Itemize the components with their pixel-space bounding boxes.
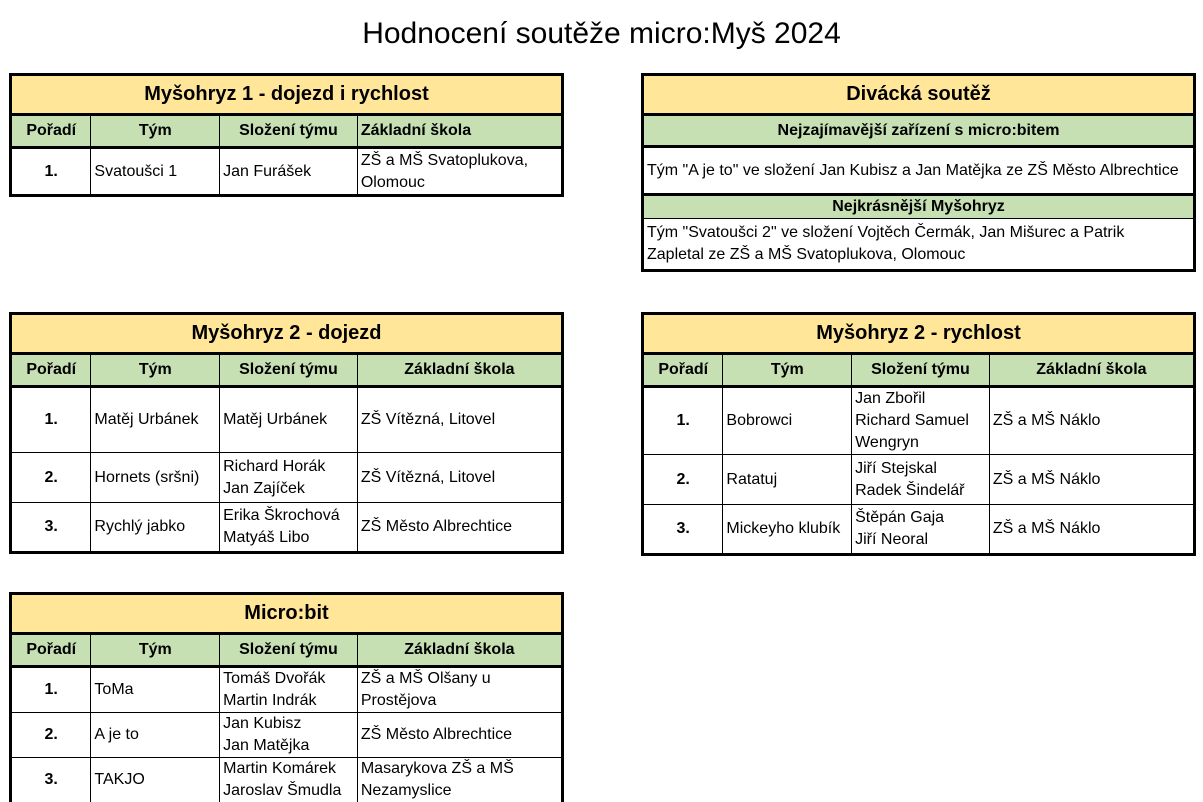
school-line: ZŠ a MŠ Náklo [992, 412, 1101, 429]
rank-cell: 1. [643, 387, 723, 455]
award-category-title: Nejzajímavější zařízení s micro:bitem [643, 115, 1195, 147]
school-line: ZŠ a MŠ Náklo [992, 520, 1101, 537]
members-cell [220, 387, 358, 453]
results-table-mysohryz-2-dojezd [9, 312, 564, 554]
table-row [11, 387, 563, 453]
school-line: ZŠ Vítězná, Litovel [360, 411, 496, 428]
col-rank: Pořadí [11, 634, 91, 667]
col-rank: Pořadí [643, 354, 723, 387]
results-table-mysohryz-2-rychlost [641, 312, 1196, 556]
page-title: Hodnocení soutěže micro:Myš 2024 [362, 17, 841, 50]
team-cell: TAKJO [91, 758, 220, 802]
school-cell [357, 503, 562, 553]
school-line: ZŠ a MŠ Olšany u [360, 670, 491, 687]
member-name: Jan Kubisz [223, 715, 302, 732]
rank-cell: 3. [11, 758, 91, 802]
table-title: Micro:bit [11, 594, 563, 634]
table-title: Divácká soutěž [643, 75, 1195, 115]
rank-cell: 1. [11, 387, 91, 453]
col-team: Tým [723, 354, 852, 387]
award-text-line: Zapletal ze ZŠ a MŠ Svatoplukova, Olomouc [647, 246, 966, 263]
school-cell [357, 667, 562, 713]
col-members: Složení týmu [220, 354, 358, 387]
results-table-microbit [9, 592, 564, 802]
school-cell [989, 387, 1194, 455]
award-text-line: Tým "Svatoušci 2" ve složení Vojtěch Čermák, Jan Mišurec a Patrik [647, 224, 1125, 241]
team-cell: Hornets (sršni) [91, 453, 220, 503]
team-cell: Svatoušci 1 [91, 148, 220, 196]
school-line: ZŠ a MŠ Svatoplukova, [360, 151, 529, 169]
table-row [11, 667, 563, 713]
award-category-title: Nejkrásnější Myšohryz [643, 195, 1195, 219]
team-cell: A je to [91, 713, 220, 758]
col-team: Tým [91, 354, 220, 387]
col-school: Základní škola [357, 634, 562, 667]
members-cell [220, 713, 358, 758]
member-name: Richard Horák [223, 457, 326, 475]
school-cell [989, 455, 1194, 505]
members-cell [852, 455, 990, 505]
member-name: Radek Šindelář [855, 481, 965, 499]
col-members: Složení týmu [220, 115, 358, 148]
col-members: Složení týmu [852, 354, 990, 387]
col-team: Tým [91, 634, 220, 667]
table-row [11, 148, 563, 196]
member-name: Tomáš Dvořák [223, 670, 326, 687]
rank-cell: 3. [11, 503, 91, 553]
members-cell [220, 148, 358, 196]
member-name: Jan Zajíček [223, 479, 305, 497]
members-cell [220, 453, 358, 503]
col-rank: Pořadí [11, 115, 91, 148]
rank-cell: 1. [11, 667, 91, 713]
member-name: Matěj Urbánek [223, 411, 328, 428]
team-cell: Bobrowci [723, 387, 852, 455]
school-cell [357, 453, 562, 503]
members-cell [852, 505, 990, 555]
col-school: Základní škola [357, 354, 562, 387]
audience-award-table [641, 73, 1196, 272]
member-name: Martin Komárek [223, 760, 337, 777]
table-row [11, 758, 563, 802]
school-line: Masarykova ZŠ a MŠ [360, 760, 514, 777]
member-name: Wengryn [855, 434, 919, 451]
member-name: Štěpán Gaja [855, 509, 945, 526]
school-cell [357, 148, 562, 196]
team-cell: Ratatuj [723, 455, 852, 505]
table-title: Myšohryz 2 - dojezd [11, 314, 563, 354]
member-name: Jan Matějka [223, 737, 310, 754]
col-rank: Pořadí [11, 354, 91, 387]
school-cell [989, 505, 1194, 555]
school-line: Prostějova [360, 692, 437, 709]
rank-cell: 3. [643, 505, 723, 555]
school-line: ZŠ Vítězná, Litovel [360, 468, 496, 486]
school-line: ZŠ Město Albrechtice [360, 726, 513, 743]
award-text [643, 219, 1195, 271]
table-row [11, 503, 563, 553]
member-name: Jan Furášek [223, 162, 312, 180]
school-line: ZŠ a MŠ Náklo [992, 470, 1101, 488]
member-name: Matyáš Libo [223, 529, 310, 546]
team-cell: ToMa [91, 667, 220, 713]
team-cell: Mickeyho klubík [723, 505, 852, 555]
rank-cell: 2. [643, 455, 723, 505]
member-name: Jan Zbořil [855, 390, 926, 407]
rank-cell: 2. [11, 713, 91, 758]
member-name: Erika Škrochová [223, 507, 340, 524]
rank-cell: 2. [11, 453, 91, 503]
members-cell [220, 503, 358, 553]
school-line: Olomouc [360, 173, 425, 191]
col-team: Tým [91, 115, 220, 148]
table-row [643, 455, 1195, 505]
school-cell [357, 758, 562, 802]
member-name: Richard Samuel [855, 412, 969, 429]
school-line: ZŠ Město Albrechtice [360, 518, 513, 535]
table-title: Myšohryz 2 - rychlost [643, 314, 1195, 354]
rank-cell: 1. [11, 148, 91, 196]
members-cell [852, 387, 990, 455]
col-members: Složení týmu [220, 634, 358, 667]
results-table-mysohryz-1 [9, 73, 564, 197]
team-cell: Matěj Urbánek [91, 387, 220, 453]
member-name: Jiří Neoral [855, 531, 929, 548]
table-row [643, 387, 1195, 455]
school-cell [357, 387, 562, 453]
table-title: Myšohryz 1 - dojezd i rychlost [11, 75, 563, 115]
members-cell [220, 667, 358, 713]
team-cell: Rychlý jabko [91, 503, 220, 553]
member-name: Jiří Stejskal [855, 459, 937, 477]
school-cell [357, 713, 562, 758]
members-cell [220, 758, 358, 802]
table-row [11, 713, 563, 758]
school-line: Nezamyslice [360, 782, 452, 799]
col-school: Základní škola [989, 354, 1194, 387]
table-row [11, 453, 563, 503]
member-name: Martin Indrák [223, 692, 317, 709]
member-name: Jaroslav Šmudla [223, 782, 342, 799]
award-text: Tým "A je to" ve složení Jan Kubisz a Jan Matějka ze ZŠ Město Albrechtice [643, 147, 1195, 195]
col-school: Základní škola [357, 115, 562, 148]
table-row [643, 505, 1195, 555]
